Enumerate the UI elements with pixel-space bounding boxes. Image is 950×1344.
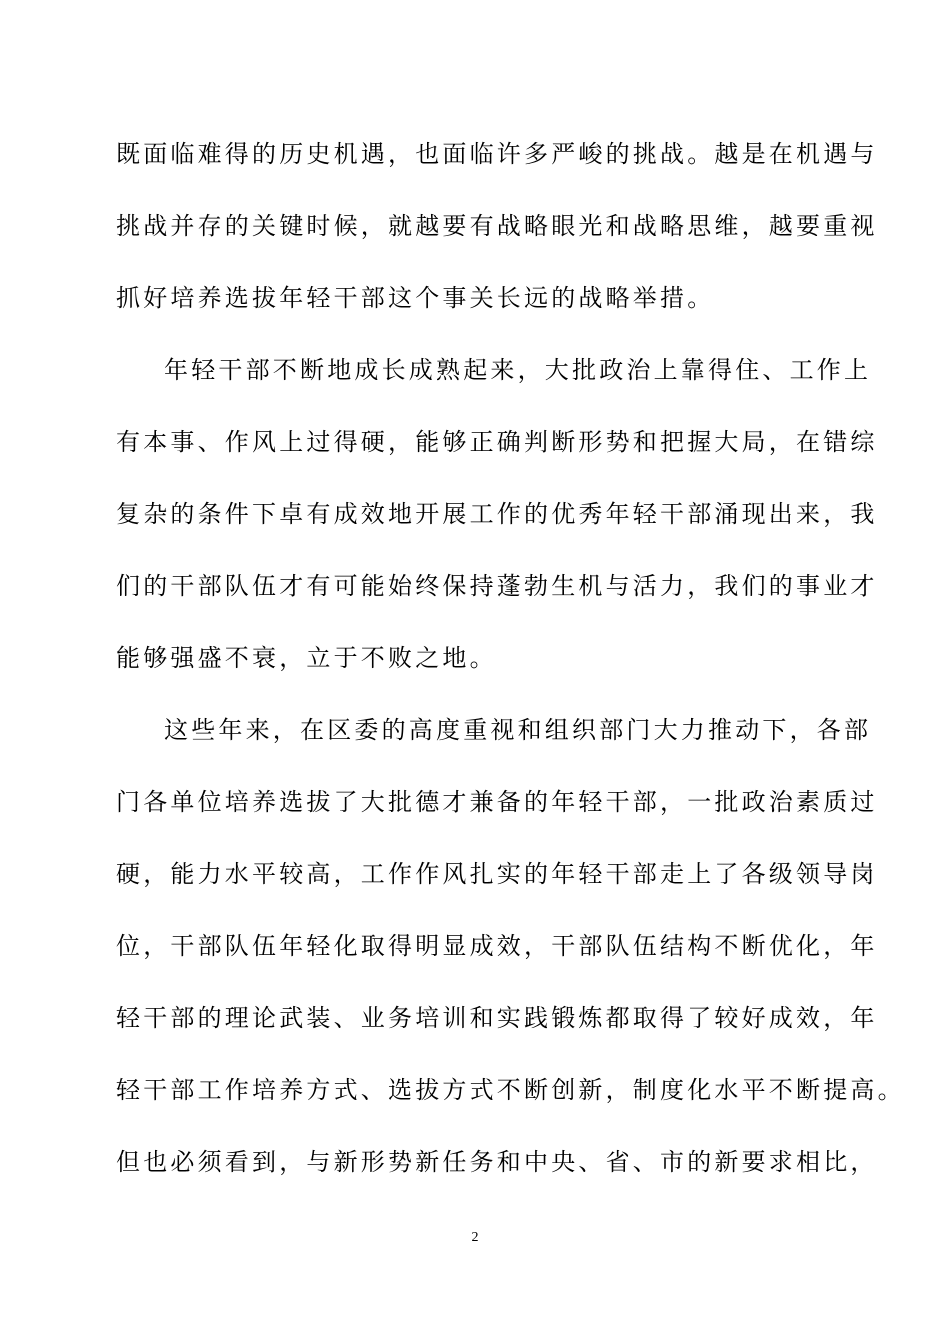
text-line-4: 年轻干部不断地成长成熟起来，大批政治上靠得住、工作上 [164, 356, 872, 384]
text-line-9: 这些年来，在区委的高度重视和组织部门大力推动下，各部 [164, 716, 872, 744]
text-line-14: 轻干部工作培养方式、选拔方式不断创新，制度化水平不断提高。 [116, 1076, 905, 1104]
text-line-12: 位，干部队伍年轻化取得明显成效，干部队伍结构不断优化，年 [116, 932, 878, 960]
text-line-5: 有本事、作风上过得硬，能够正确判断形势和把握大局，在错综 [116, 428, 878, 456]
text-line-15: 但也必须看到，与新形势新任务和中央、省、市的新要求相比， [116, 1148, 878, 1176]
page-number: 2 [471, 1230, 479, 1245]
text-line-1: 既面临难得的历史机遇，也面临许多严峻的挑战。越是在机遇与 [116, 140, 878, 168]
text-line-11: 硬，能力水平较高，工作作风扎实的年轻干部走上了各级领导岗 [116, 860, 878, 888]
text-line-8: 能够强盛不衰，立于不败之地。 [116, 644, 497, 672]
text-line-6: 复杂的条件下卓有成效地开展工作的优秀年轻干部涌现出来，我 [116, 500, 878, 528]
text-line-10: 门各单位培养选拔了大批德才兼备的年轻干部，一批政治素质过 [116, 788, 878, 816]
text-line-7: 们的干部队伍才有可能始终保持蓬勃生机与活力，我们的事业才 [116, 572, 878, 600]
text-line-13: 轻干部的理论武装、业务培训和实践锻炼都取得了较好成效，年 [116, 1004, 878, 1032]
text-line-2: 挑战并存的关键时候，就越要有战略眼光和战略思维，越要重视 [116, 212, 878, 240]
text-line-3: 抓好培养选拔年轻干部这个事关长远的战略举措。 [116, 284, 715, 312]
